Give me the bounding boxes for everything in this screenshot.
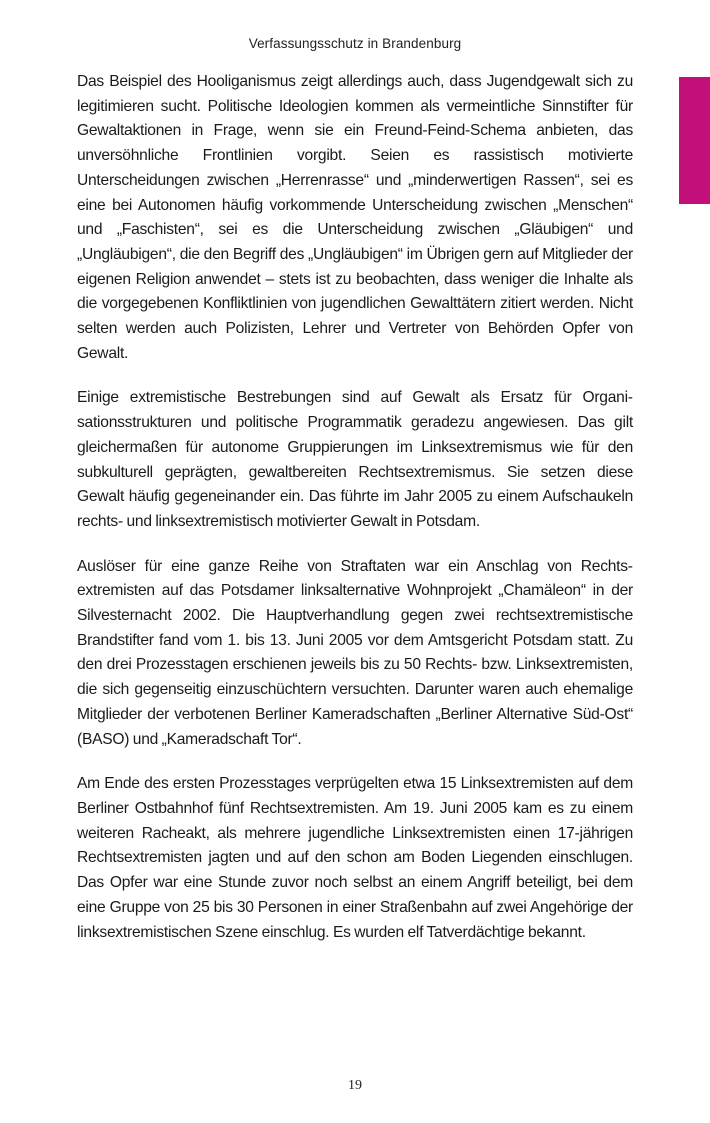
page-number: 19 bbox=[348, 1078, 362, 1093]
paragraph-extremist-violence: Einige extremistische Bestrebungen sind auf Gewalt als Ersatz für Organisationsstrukturen und politische Programmatik geradezu angewiesen. Das gilt gleichermaßen für autonome Gruppierungen im Linksextremismus wie für den subkulturell geprägten, gewaltbereiten Rechtsextremismus. Sie setzen diese Gewalt häufig gegeneinander ein. Das führte im Jahr 2005 zu einem Aufschaukeln rechts- und linksextremistisch motivierter Gewalt in Potsdam. bbox=[77, 389, 633, 530]
paragraph-retaliation: Am Ende des ersten Prozesstages verprügelten etwa 15 Linksextremisten auf dem Berliner Ostbahnhof fünf Rechtsextremisten. Am 19. Juni 2005 kam es zu einem weiteren Racheakt, als mehrere jugendliche Linksextremisten einen 17-jährigen Rechtsextremisten jagten und auf den schon am Boden Liegenden einschlugen. Das Opfer war eine Stunde zuvor noch selbst an einem Angriff beteiligt, bei dem eine Gruppe von 25 bis 30 Personen in einer Straßenbahn auf zwei Angehörige der linksextremistischen Szene einschlug. Es wurden elf Tatverdächtige bekannt. bbox=[77, 775, 633, 941]
paragraph-hooliganism: Das Beispiel des Hooliganismus zeigt allerdings auch, dass Jugendgewalt sich zu legitimieren sucht. Politische Ideologien kommen als vermeintliche Sinnstifter für Gewaltaktionen in Frage, wenn sie ein Freund-Feind-Schema anbieten, das unversöhnliche Frontlinien vorgibt. Seien es rassistisch motivierte Unterscheidungen zwischen „Herrenrasse“ und „minderwertigen Rassen“, sei es eine bei Autonomen häufig vorkommende Unterscheidung zwischen „Menschen“ und „Faschisten“, sei es die Unterscheidung zwischen „Gläubigen“ und „Ungläubigen“, die den Begriff des „Ungläubigen“ im Übrigen gern auf Mitglieder der eigenen Religion anwendet – stets ist zu beobachten, dass weniger die Inhalte als die vorgegebenen Konfliktlinien von jugendlichen Gewalttätern zitiert werden. Nicht selten werden auch Polizisten, Lehrer und Vertreter von Behörden Opfer von Gewalt. bbox=[77, 73, 633, 362]
body-text bbox=[77, 70, 633, 965]
paragraph-chamaeleon-attack: Auslöser für eine ganze Reihe von Straftaten war ein Anschlag von Rechtsextremisten auf das Potsdamer linksalternative Wohnprojekt „Chamäleon“ in der Silvesternacht 2002. Die Hauptverhandlung gegen zwei rechtsextremistische Brandstifter fand vom 1. bis 13. Juni 2005 vor dem Amtsgericht Potsdam statt. Zu den drei Prozesstagen erschienen jeweils bis zu 50 Rechts- bzw. Linksextremisten, die sich gegenseitig einzuschüchtern versuchten. Darunter waren auch ehemalige Mitglieder der verbotenen Berliner Kameradschaften „Berliner Alternative Süd-Ost“ (BASO) und „Kameradschaft Tor“. bbox=[77, 557, 633, 748]
running-header: Verfassungsschutz in Brandenburg bbox=[248, 36, 462, 51]
section-color-tab bbox=[679, 77, 710, 204]
